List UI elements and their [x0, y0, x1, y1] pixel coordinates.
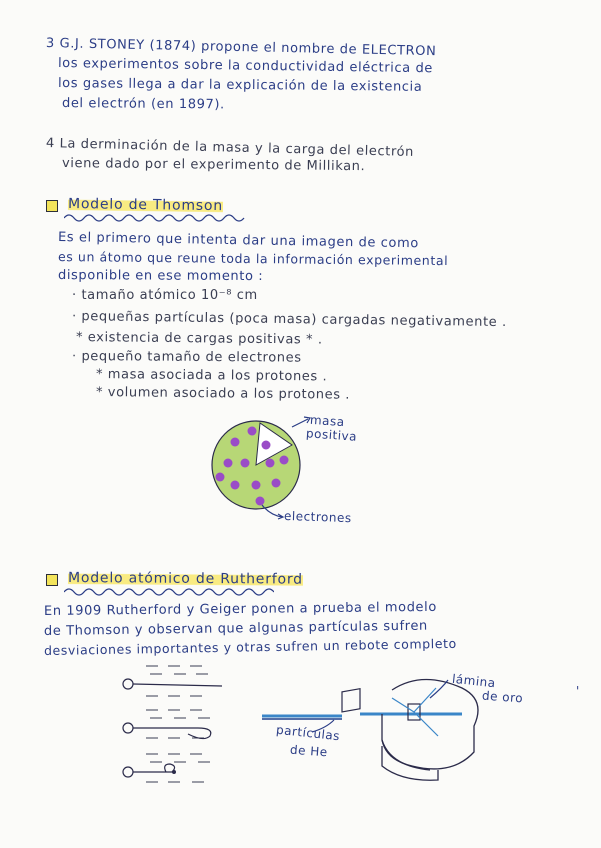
note-line: los experimentos sobre la conductividad eléctrica de: [57, 56, 434, 77]
wavy-underline: [64, 586, 274, 598]
label-masa: masa: [309, 412, 346, 430]
alpha-deflection-diagram: [118, 660, 238, 790]
note-line: de Thomson y observan que algunas partículas sufren: [43, 618, 428, 639]
bullet-item: · pequeñas partículas (poca masa) cargadas negativamente .: [71, 309, 507, 331]
note-line: los gases llega a dar la explicación de la existencia: [57, 76, 423, 95]
section-heading-rutherford: Modelo atómico de Rutherford: [67, 570, 303, 588]
checkbox-icon: [46, 574, 58, 586]
section-heading-thomson: Modelo de Thomson: [67, 196, 224, 215]
checkbox-icon: [46, 200, 58, 212]
label-electrones: electrones: [283, 508, 352, 526]
note-line: desviaciones importantes y otras sufren un rebote completo: [43, 635, 457, 658]
label-de-oro: de oro: [481, 688, 524, 706]
label-particulas: partículas: [275, 722, 341, 744]
wavy-underline: [64, 212, 264, 224]
note-line: 3 G.J. STONEY (1874) propone el nombre de ELECTRON: [45, 36, 437, 60]
note-line: es un átomo que reune toda la información experimental: [57, 249, 449, 269]
note-line: viene dado por el experimento de Millikan.: [61, 156, 366, 175]
note-line: Es el primero que intenta dar una imagen de como: [57, 230, 419, 252]
label-positiva: positiva: [305, 426, 358, 444]
label-de-he: de He: [289, 742, 329, 760]
note-line: del electrón (en 1897).: [61, 96, 225, 113]
bullet-item: * volumen asociado a los protones .: [95, 385, 351, 403]
margin-mark: ': [576, 684, 580, 698]
bullet-item: * masa asociada a los protones .: [95, 367, 328, 385]
note-line: En 1909 Rutherford y Geiger ponen a prueba el modelo: [43, 599, 437, 619]
label-lamina: lámina: [451, 671, 497, 691]
bullet-item: * existencia de cargas positivas * .: [75, 330, 323, 348]
bullet-item: · pequeño tamaño de electrones: [71, 349, 302, 366]
thomson-atom-diagram: [200, 405, 400, 545]
note-line: 4 La derminación de la masa y la carga del electrón: [45, 136, 415, 160]
bullet-item: · tamaño atómico 10⁻⁸ cm: [72, 288, 258, 303]
note-line: disponible en ese momento :: [57, 268, 264, 285]
